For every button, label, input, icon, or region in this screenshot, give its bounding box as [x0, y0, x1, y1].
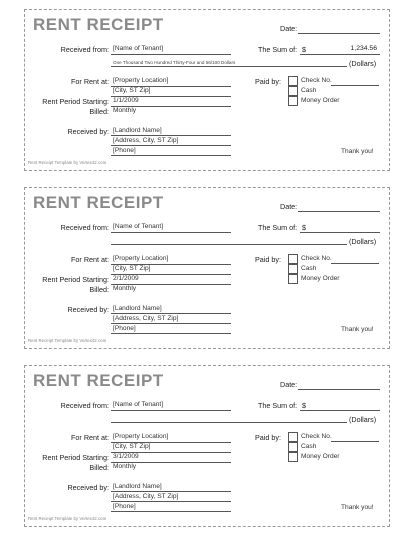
period-label: Rent Period Starting:	[42, 275, 109, 284]
date-label: Date:	[280, 202, 298, 211]
check-number-field[interactable]	[331, 263, 379, 264]
period-start-field[interactable]: 1/1/2009	[113, 97, 139, 104]
period-label: Rent Period Starting:	[42, 97, 109, 106]
billed-label: Billed:	[89, 285, 109, 294]
amount-underline	[300, 54, 380, 55]
tenant-name-field[interactable]: [Name of Tenant]	[113, 223, 164, 230]
currency-symbol: $	[302, 223, 306, 232]
date-label: Date:	[280, 24, 298, 33]
period-start-field[interactable]: 3/1/2009	[113, 453, 139, 460]
landlord-address-field[interactable]: [Address, City, ST Zip]	[113, 493, 179, 500]
date-field[interactable]	[298, 389, 380, 390]
thank-you-text: Thank you!	[341, 326, 374, 333]
dollars-label: (Dollars)	[349, 237, 377, 246]
billed-field[interactable]: Monthly	[113, 107, 137, 114]
period-label: Rent Period Starting:	[42, 453, 109, 462]
money-order-option-label: Money Order	[301, 275, 340, 282]
amount-underline	[300, 410, 380, 411]
tenant-name-field[interactable]: [Name of Tenant]	[113, 401, 164, 408]
period-start-field[interactable]: 2/1/2009	[113, 275, 139, 282]
landlord-name-underline	[111, 135, 231, 136]
received-by-label: Received by:	[67, 127, 109, 136]
landlord-phone-field[interactable]: [Phone]	[113, 503, 136, 510]
tenant-name-field[interactable]: [Name of Tenant]	[113, 45, 164, 52]
property-city-field[interactable]: [City, ST Zip]	[113, 265, 151, 272]
dollars-label: (Dollars)	[349, 415, 377, 424]
landlord-phone-field[interactable]: [Phone]	[113, 147, 136, 154]
receipt-title: RENT RECEIPT	[33, 193, 164, 212]
tenant-name-underline	[111, 54, 231, 55]
landlord-name-field[interactable]: [Landlord Name]	[113, 305, 162, 312]
billed-field[interactable]: Monthly	[113, 463, 137, 470]
check-number-field[interactable]	[331, 85, 379, 86]
receipt-title: RENT RECEIPT	[33, 15, 164, 34]
check-number-field[interactable]	[331, 441, 379, 442]
rent-receipt-3	[24, 365, 390, 527]
landlord-name-underline	[111, 313, 231, 314]
landlord-name-field[interactable]: [Landlord Name]	[113, 127, 162, 134]
received-from-label: Received from:	[60, 45, 109, 54]
received-from-label: Received from:	[60, 401, 109, 410]
landlord-address-field[interactable]: [Address, City, ST Zip]	[113, 315, 179, 322]
property-location-field[interactable]: [Property Location]	[113, 77, 169, 84]
cash-checkbox[interactable]	[288, 86, 298, 96]
template-footer: Rent Receipt Template by Vertex42.com	[28, 338, 107, 343]
landlord-phone-underline	[111, 155, 231, 156]
dollars-label: (Dollars)	[349, 59, 377, 68]
for-rent-label: For Rent at:	[71, 255, 109, 264]
amount-words-underline	[111, 244, 347, 245]
amount-words-underline	[111, 422, 347, 423]
check-checkbox[interactable]	[288, 432, 298, 442]
billed-label: Billed:	[89, 463, 109, 472]
property-city-field[interactable]: [City, ST Zip]	[113, 87, 151, 94]
landlord-address-underline	[111, 323, 231, 324]
receipt-title: RENT RECEIPT	[33, 371, 164, 390]
template-footer: Rent Receipt Template by Vertex42.com	[28, 516, 107, 521]
received-by-label: Received by:	[67, 483, 109, 492]
received-from-label: Received from:	[60, 223, 109, 232]
cash-checkbox[interactable]	[288, 442, 298, 452]
for-rent-label: For Rent at:	[71, 77, 109, 86]
sum-label: The Sum of:	[258, 223, 298, 232]
paid-by-label: Paid by:	[255, 255, 281, 264]
check-option-label: Check No.	[301, 77, 332, 84]
rent-receipt-1	[24, 9, 390, 171]
landlord-phone-field[interactable]: [Phone]	[113, 325, 136, 332]
amount-field[interactable]: 1,234.56	[350, 45, 377, 52]
tenant-name-underline	[111, 232, 231, 233]
rent-receipt-2	[24, 187, 390, 349]
check-checkbox[interactable]	[288, 76, 298, 86]
amount-in-words[interactable]: One Thousand Two Hundred Thirty-Four and 56/100 Dollars	[113, 60, 236, 65]
cash-option-label: Cash	[301, 87, 317, 94]
date-label: Date:	[280, 380, 298, 389]
cash-checkbox[interactable]	[288, 264, 298, 274]
property-location-field[interactable]: [Property Location]	[113, 255, 169, 262]
landlord-name-underline	[111, 491, 231, 492]
thank-you-text: Thank you!	[341, 504, 374, 511]
thank-you-text: Thank you!	[341, 148, 374, 155]
date-field[interactable]	[298, 211, 380, 212]
check-checkbox[interactable]	[288, 254, 298, 264]
sum-label: The Sum of:	[258, 45, 298, 54]
property-city-field[interactable]: [City, ST Zip]	[113, 443, 151, 450]
sum-label: The Sum of:	[258, 401, 298, 410]
billed-label: Billed:	[89, 107, 109, 116]
paid-by-label: Paid by:	[255, 433, 281, 442]
date-field[interactable]	[298, 33, 380, 34]
amount-words-underline	[111, 66, 347, 67]
money-order-checkbox[interactable]	[288, 452, 298, 462]
received-by-label: Received by:	[67, 305, 109, 314]
check-option-label: Check No.	[301, 255, 332, 262]
tenant-name-underline	[111, 410, 231, 411]
currency-symbol: $	[302, 45, 306, 54]
cash-option-label: Cash	[301, 443, 317, 450]
check-option-label: Check No.	[301, 433, 332, 440]
property-location-field[interactable]: [Property Location]	[113, 433, 169, 440]
money-order-checkbox[interactable]	[288, 96, 298, 106]
amount-underline	[300, 232, 380, 233]
landlord-phone-underline	[111, 333, 231, 334]
landlord-name-field[interactable]: [Landlord Name]	[113, 483, 162, 490]
for-rent-label: For Rent at:	[71, 433, 109, 442]
billed-field[interactable]: Monthly	[113, 285, 137, 292]
landlord-phone-underline	[111, 511, 231, 512]
money-order-option-label: Money Order	[301, 453, 340, 460]
cash-option-label: Cash	[301, 265, 317, 272]
paid-by-label: Paid by:	[255, 77, 281, 86]
landlord-address-underline	[111, 501, 231, 502]
landlord-address-field[interactable]: [Address, City, ST Zip]	[113, 137, 179, 144]
currency-symbol: $	[302, 401, 306, 410]
money-order-checkbox[interactable]	[288, 274, 298, 284]
landlord-address-underline	[111, 145, 231, 146]
money-order-option-label: Money Order	[301, 97, 340, 104]
template-footer: Rent Receipt Template by Vertex42.com	[28, 160, 107, 165]
